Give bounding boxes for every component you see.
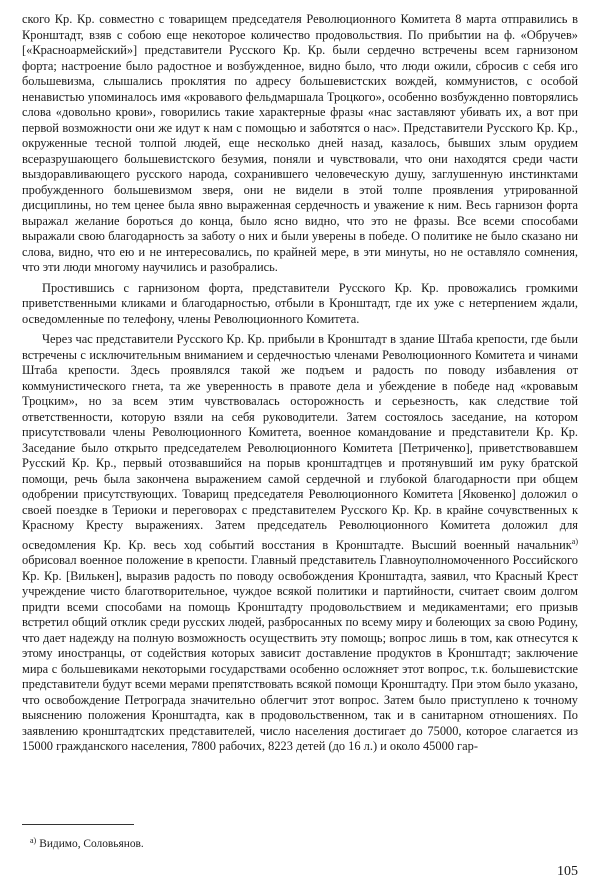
body-text [22, 12, 578, 760]
footnote-reference: a) [571, 536, 578, 546]
footnote-divider [22, 824, 134, 825]
paragraph-2: Простившись с гарнизоном форта, представители Русского Кр. Кр. провожались громкими приветственными кликами и благодарностью, отбыли в Кронштадт, где их уже с нетерпением ждали, осведомленные по телефону, члены Революционного Комитета. [22, 280, 578, 326]
paragraph-3-continuation: обрисовал военное положение в крепости. Главный представитель Главноуполномоченного Российского Кр. Кр. [Вилькен], выразив радость по поводу освобождения Кронштадта, заявил, что Красный Крест учреждение чисто благотворительное, чуждое всякой политики и партийности, считает своим долгом придти всеми способами на помощь Кронштадту продовольствием и медикаментами; его призыв встретил общий отклик среди русских людей, разбросанных по всему миру и болеющих за свою Родину, что дает надежду на полную возможность осуществить эту помощь; вопрос лишь в том, как отнесутся к этому иностранцы, от содействия которых зависит доставление продуктов в Кронштадт; заключение мира с большевиками некоторыми государствами особенно осложняет этот вопрос, т.к. большевистские представители будут всеми мерами препятствовать всякой помощи Кронштадту. При этом было указано, что освобождение Петрограда значительно облегчит этот вопрос. Затем было приступлено к точному выяснению положения Кронштадта, как в продовольственном, так и в санитарном отношениях. По заявлению кронштадтских представителей, число населения достигает до 75000, которое слагается из 15000 гражданского населения, 7800 рабочих, 8223 детей (до 16 л.) и около 45000 гар- [22, 553, 578, 753]
paragraph-3 [22, 332, 578, 755]
page-number: 105 [557, 864, 578, 879]
footnote-marker: a) [30, 836, 37, 845]
paragraph-1: ского Кр. Кр. совместно с товарищем председателя Революционного Комитета 8 марта отправились в Кронштадт, взяв с собою еще некоторое количество продовольствия. По прибытии на ф. «Обручев» [«Красноармейский»] представители Русского Кр. Кр. были сердечно встречены всем гарнизоном форта; настроение было радостное и возбужденное, видно было, что люди ожили, сбросив с себя иго большевизма, слышались проклятия по адресу большевистских вождей, коммунистов, с особой ненавистью упоминалось имя «кровавого фельдмаршала Троцкого», особенно возбужденно повторялись слова «довольно крови», говорились такие характерные фразы «нас заставляют убивать их, а вот при первой возможности они же идут к нам с помощью и заботятся о нас». Представители Русского Кр. Кр., окруженные тесной толпой людей, еще несколько дней назад, казалось, бывших злым орудием всеразрушающего большевистского безумия, поняли и чувствовали, что они находятся среди части выздоравливающего русского народа, сохранившего человеческую душу, заглушенную инстинктами пробужденного большевизмом зверя, они не видели в этой толпе проявления утрированной дисциплины, но тем ценее была явно выраженная сердечность и уважение к ним. Весь гарнизон форта выражал желание бороться до конца, было ясно видно, что это не фразы. Все всеми способами выражали свою благодарность за заботу о них и были уверены в победе. О политике не было сказано ни слова, видно, что ею и не интересовались, по крайней мере, в эти минуты, но не оставляло сомнения, что эти люди многому научились и разобрались. [22, 12, 578, 274]
paragraph-3-text: Через час представители Русского Кр. Кр. прибыли в Кронштадт в здание Штаба крепости, где были встречены с исключительным вниманием и сердечностью членами Революционного Комитета и чинами Штаба крепости. Здесь проявлялся такой же подъем и радость по поводу избавления от коммунистического гнета, та же уверенность в правоте дела и убеждение в победе над «кровавым Троцким», но за всем этим чувствовалась осторожность и серьезность, как следствие той ответственности, которую взяли на себя руководители. Затем состоялось заседание, на котором присутствовали члены Революционного Комитета, военное командование и представители Кр. Кр. Заседание было открыто председателем Революционного Комитета [Петриченко], приветствовавшем Русский Кр. Кр., первый отозвавшийся на порыв кронштадтцев и протянувший им руку братской помощи, речь была закончена выражением самой сердечной и глубокой благодарности при общем одобрении присутствующих. Товарищ председателя Революционного Комитета [Яковенко] доложил о своей поездке в Териоки и переговорах с представителем Русского Кр. Кр. в крайне сочувственных к Красному Кресту выражениях. Затем председатель Революционного Комитета доложил для осведомления Кр. Кр. весь ход событий восстания в Кронштадте. Высший военный начальник [22, 332, 578, 552]
footnote-text: Видимо, Соловьянов. [39, 838, 144, 850]
footnote [30, 834, 144, 851]
